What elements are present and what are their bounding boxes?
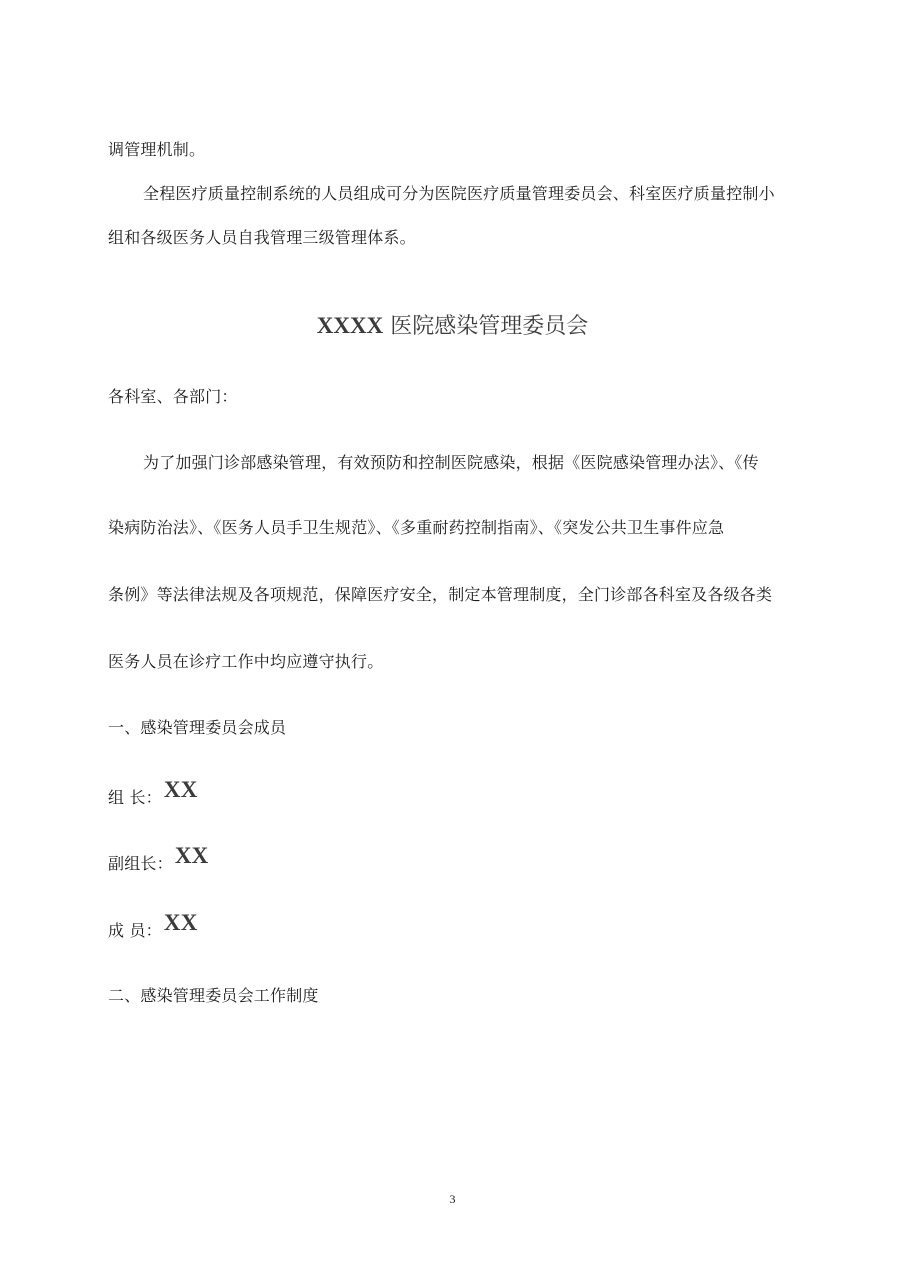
notice-body-line-4: 医务人员在诊疗工作中均应遵守执行。 <box>108 652 384 671</box>
notice-body-line-2: 染病防治法》、《医务人员手卫生规范》、《多重耐药控制指南》、《突发公共卫生事件应急 <box>108 518 725 537</box>
intro-line-3: 组和各级医务人员自我管理三级管理体系。 <box>108 228 416 247</box>
intro-line-2: 全程医疗质量控制系统的人员组成可分为医院医疗质量管理委员会、科室医疗质量控制小 <box>143 184 775 203</box>
member-role: 成 员： <box>108 921 162 940</box>
member-name: XX <box>174 843 209 868</box>
member-row-members <box>108 910 198 941</box>
notice-title-latin: XXXX <box>316 313 384 338</box>
notice-title <box>0 312 905 341</box>
member-role: 副组长： <box>108 854 173 873</box>
section-1-heading: 一、感染管理委员会成员 <box>108 718 287 737</box>
member-row-leader <box>108 777 198 808</box>
notice-body-line-3: 条例》等法律法规及各项规范，保障医疗安全，制定本管理制度，全门诊部各科室及各级各类 <box>108 585 773 604</box>
member-role: 组 长： <box>108 788 162 807</box>
section-2-heading: 二、感染管理委员会工作制度 <box>108 986 319 1005</box>
member-row-deputy <box>108 843 209 874</box>
salutation: 各科室、各部门： <box>108 387 238 406</box>
intro-line-1: 调管理机制。 <box>108 140 206 159</box>
member-name: XX <box>163 777 198 802</box>
notice-title-cn: 医院感染管理委员会 <box>390 314 589 339</box>
member-name: XX <box>163 910 198 935</box>
page-number: 3 <box>449 1192 456 1206</box>
notice-body-line-1: 为了加强门诊部感染管理，有效预防和控制医院感染，根据《医院感染管理办法》、《传 <box>143 453 759 472</box>
